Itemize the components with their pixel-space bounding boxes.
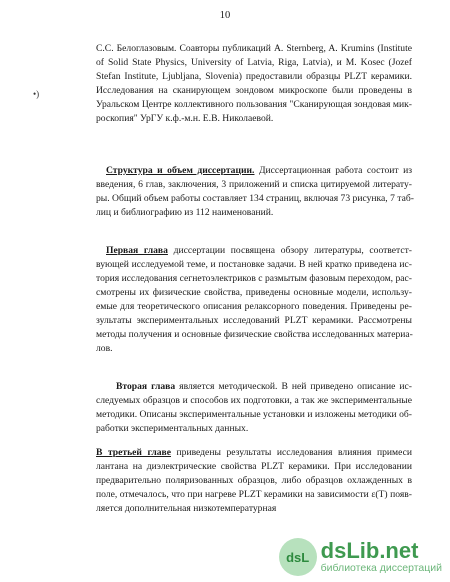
text-run: тория исследования сегнетоэлектриков с размытым фазовым переходом, рас-	[96, 273, 412, 284]
emphasis-heading: Вторая глава	[116, 381, 176, 392]
watermark-subtitle: библиотека диссертаций	[320, 562, 442, 574]
text-line	[96, 300, 412, 313]
text-run: диссертации посвящена обзору литературы, соответст-	[167, 245, 412, 256]
text-run: предварительно поляризованных образцов, либо образцов охлажденных в	[96, 475, 412, 486]
text-line	[96, 474, 412, 487]
text-line	[96, 314, 412, 327]
text-run: лантана на диэлектрические свойства PLZT керамики. При исследовании	[96, 461, 412, 472]
text-run: лов.	[96, 343, 113, 354]
text-line	[116, 380, 412, 393]
text-run: емые для теоретического описания релаксорного поведения. Приведены ре-	[96, 301, 412, 312]
text-run: следуемых образцов и способов их подготовки, а так же экспериментальные	[96, 395, 412, 406]
text-run: of Solid State Physics, University of Latvia, Riga, Latvia), и M. Kosec (Jozef	[96, 57, 412, 68]
watermark-site-b: .net	[379, 538, 419, 563]
text-line	[96, 394, 412, 407]
text-run: методы получения и основные физические свойства исследованных материа-	[96, 329, 413, 340]
text-line	[96, 206, 412, 219]
text-run: работки экспериментальных данных.	[96, 423, 249, 434]
emphasis-heading: Первая глава	[106, 245, 168, 256]
text-line	[96, 342, 412, 355]
text-run: Уральском Центре коллективного пользования "Сканирующая зондовая мик-	[96, 99, 412, 110]
text-line	[96, 502, 412, 515]
text-run: роскопия" УрГУ к.ф.-м.н. Е.В. Николаевой.	[96, 113, 274, 124]
text-line	[96, 422, 412, 435]
text-line	[96, 98, 412, 111]
text-run: является методической. В ней приведено описание ис-	[175, 381, 412, 392]
watermark[interactable]	[279, 538, 442, 576]
text-line	[96, 258, 412, 271]
text-line	[96, 178, 412, 191]
text-line	[96, 446, 412, 459]
text-run: Stefan Institute, Ljubljana, Slovenia) предоставили образцы PLZT керамики.	[96, 71, 412, 82]
text-line	[96, 488, 412, 501]
text-line	[96, 42, 412, 55]
text-line	[96, 460, 412, 473]
text-line	[96, 192, 412, 205]
text-line	[106, 244, 412, 257]
watermark-site-a: dsLib	[320, 538, 380, 563]
text-run: ры. Общий объем работы составляет 134 страниц, включая 73 рисунка, 7 таб-	[96, 193, 414, 204]
text-run: ляется дополнительная низкотемпературная	[96, 503, 277, 514]
text-line	[96, 328, 412, 341]
text-line	[96, 112, 412, 125]
emphasis-heading: Структура и объем диссертации.	[106, 165, 255, 176]
text-run: зультаты экспериментальных исследований PLZT керамики. Рассмотрены	[96, 315, 412, 326]
page-number: 10	[219, 10, 231, 21]
margin-mark: •)	[33, 89, 40, 99]
text-line	[96, 56, 412, 69]
text-run: приведены результаты исследования влияния примеси	[170, 447, 412, 458]
text-run: Диссертационная работа состоит из	[254, 165, 413, 176]
text-run: Исследования на сканирующем зондовом микроскопе были проведены в	[96, 85, 412, 96]
text-run: поле, отмечалось, что при нагреве PLZT керамики на зависимости ε(T) появ-	[96, 489, 412, 500]
text-run: введения, 6 глав, заключения, 3 приложений и списка цитируемой литерату-	[96, 179, 412, 190]
emphasis-heading: В третьей главе	[96, 447, 171, 458]
text-run: лиц и библиографию из 112 наименований.	[96, 207, 274, 218]
text-run: вующей исследуемой теме, и постановке задачи. В ней кратко приведена ис-	[96, 259, 412, 270]
text-line	[96, 272, 412, 285]
text-line	[96, 408, 412, 421]
watermark-text	[321, 540, 442, 574]
text-run: С.С. Белоглазовым. Соавторы публикаций A. Sternberg, A. Krumins (Institute	[96, 43, 412, 54]
text-run: методики. Описаны экспериментальные установки и изложены методики об-	[96, 409, 412, 420]
text-line	[96, 70, 412, 83]
text-run: смотрены их физические свойства, приведены основные модели, использу-	[96, 287, 412, 298]
watermark-logo-icon: dsL	[279, 538, 317, 576]
text-line	[96, 286, 412, 299]
text-line	[96, 84, 412, 97]
watermark-site	[321, 540, 442, 562]
text-line	[106, 164, 412, 177]
